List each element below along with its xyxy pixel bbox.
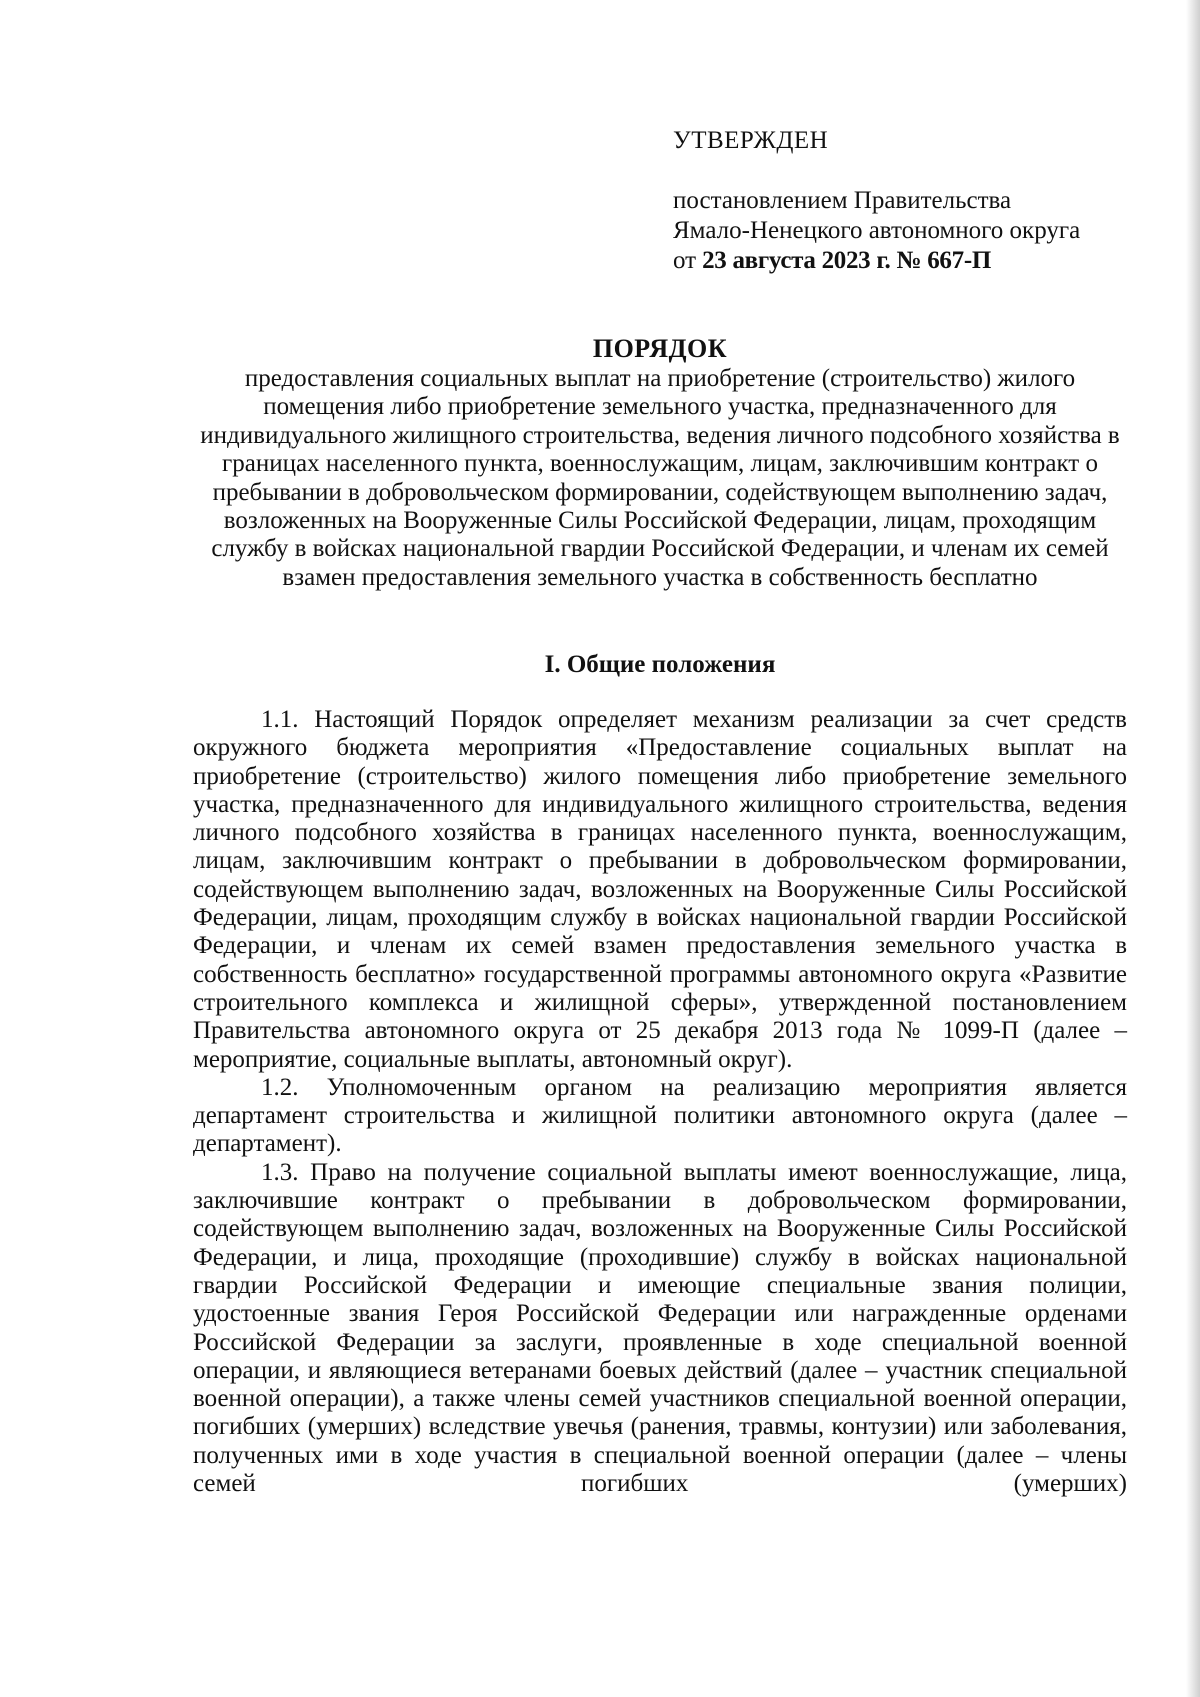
document-subtitle: предоставления социальных выплат на приобретение (строительство) жилого помещения либо приобретение земельного участка, предназначенного для индивидуального жилищного строительства, ведения личного подсобного хозяйства в границах населенного пункта, военнослужащим, лицам, заключившим контракт о пребывании в добровольческом формировании, содействующем выполнению задач, возложенных на Вооруженные Силы Российской Федерации, лицам, проходящим службу в войсках национальной гвардии Российской Федерации, и членам их семей взамен предоставления земельного участка в собственность бесплатно bbox=[200, 365, 1120, 591]
document-title: ПОРЯДОК bbox=[592, 334, 728, 363]
section-heading: I. Общие положения bbox=[544, 651, 776, 678]
paragraph-1-2: 1.2. Уполномоченным органом на реализацию мероприятия является департамент строительства и жилищной политики автономного округа (далее – департамент). bbox=[193, 1073, 1127, 1158]
approval-date-line bbox=[673, 246, 1153, 276]
approval-line-2: Ямало-Ненецкого автономного округа bbox=[673, 217, 1081, 244]
document-title-block bbox=[190, 333, 1130, 592]
approval-block bbox=[673, 126, 1153, 276]
approval-stamp: УТВЕРЖДЕН bbox=[673, 127, 829, 154]
approval-line-1: постановлением Правительства bbox=[673, 187, 1012, 214]
page-edge-shadow bbox=[1186, 0, 1200, 1697]
approval-date-prefix: от bbox=[673, 247, 697, 274]
paragraph-1-3: 1.3. Право на получение социальной выплаты имеют военнослужащие, лица, заключившие контракт о пребывании в добровольческом формировании, содействующем выполнению задач, возложенных на Вооруженные Силы Российской Федерации, и лица, проходящие (проходившие) службу в войсках национальной гвардии Российской Федерации и имеющие специальные звания полиции, удостоенные звания Героя Российской Федерации или награжденные орденами Российской Федерации за заслуги, проявленные в ходе специальной военной операции, и являющиеся ветеранами боевых действий (далее – участник специальной военной операции), а также члены семей участников специальной военной операции, погибших (умерших) вследствие увечья (ранения, травмы, контузии) или заболевания, полученных ими в ходе участия в специальной военной операции (далее – члены семей погибших (умерших) bbox=[193, 1158, 1127, 1498]
section-body bbox=[193, 706, 1127, 1498]
paragraph-1-1: 1.1. Настоящий Порядок определяет механизм реализации за счет средств окружного бюджета мероприятия «Предоставление социальных выплат на приобретение (строительство) жилого помещения либо приобретение земельного участка, предназначенного для индивидуального жилищного строительства, ведения личного подсобного хозяйства в границах населенного пункта, военнослужащим, лицам, заключившим контракт о пребывании в добровольческом формировании, содействующем выполнению задач, возложенных на Вооруженные Силы Российской Федерации, лицам, проходящим службу в войсках национальной гвардии Российской Федерации, и членам их семей взамен предоставления земельного участка в собственность бесплатно» государственной программы автономного округа «Развитие строительного комплекса и жилищной сферы», утвержденной постановлением Правительства автономного округа от 25 декабря 2013 года № 1099-П (далее – мероприятие, социальные выплаты, автономный округ). bbox=[193, 706, 1127, 1073]
approval-date-value: 23 августа 2023 г. № 667-П bbox=[702, 247, 992, 274]
